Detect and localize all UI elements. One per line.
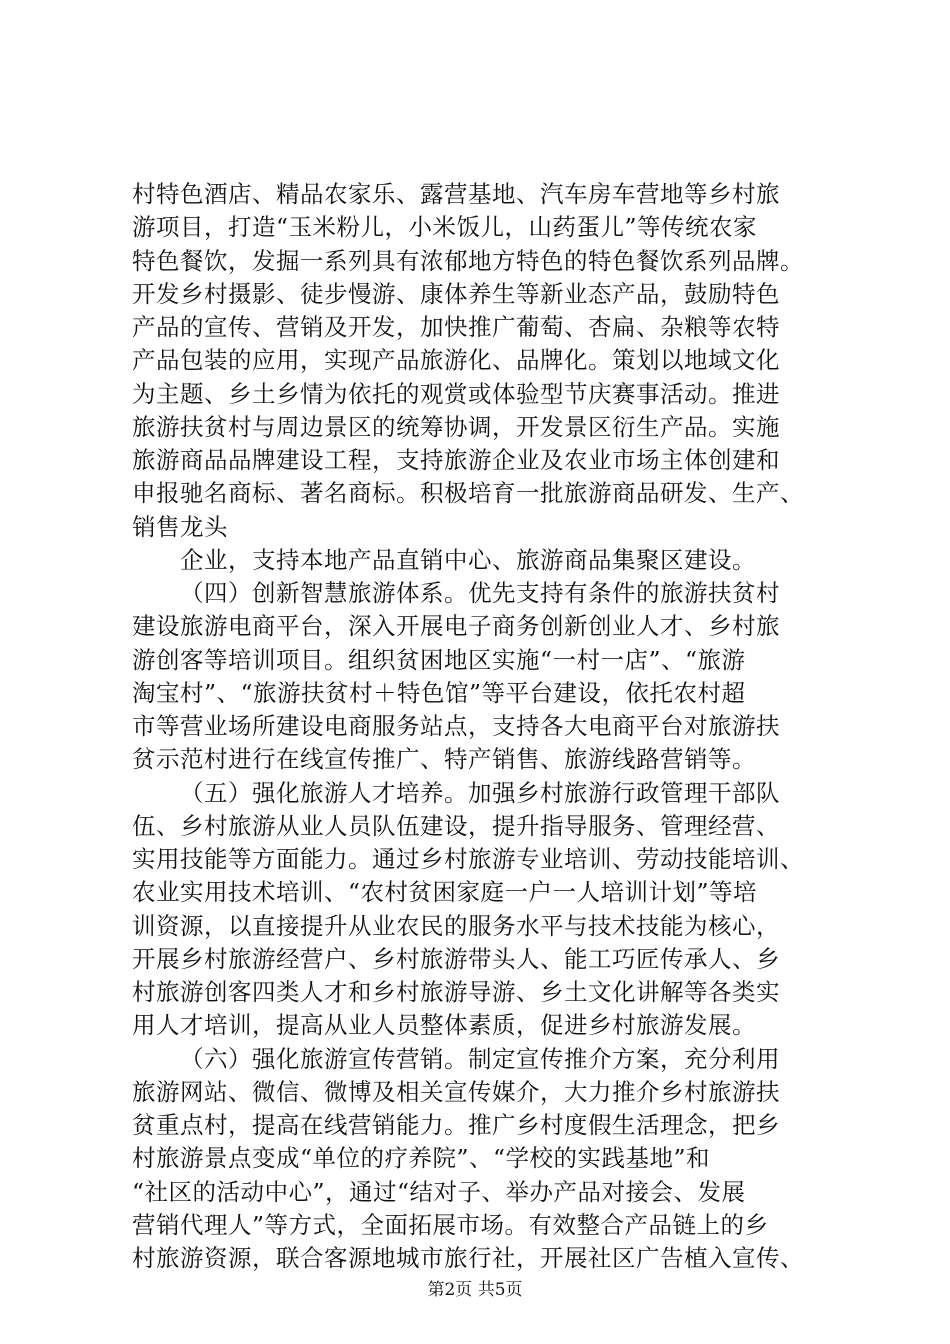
text-line: 旅游扶贫村与周边景区的统筹协调，开发景区衍生产品。实施 — [132, 413, 780, 441]
text-line: 用人才培训，提高从业人员整体素质，促进乡村旅游发展。 — [132, 1011, 756, 1039]
text-line: “社区的活动中心”，通过“结对子、举办产品对接会、发展 — [132, 1178, 746, 1206]
text-line: 游创客等培训项目。组织贫困地区实施“一村一店”、“旅游 — [132, 646, 746, 674]
text-line: 旅游网站、微信、微博及相关宣传媒介，大力推介乡村旅游扶 — [132, 1078, 780, 1106]
text-line: 产品的宣传、营销及开发，加快推广葡萄、杏扁、杂粮等农特 — [132, 313, 780, 341]
text-line: 申报驰名商标、著名商标。积极培育一批旅游商品研发、生产、 — [132, 479, 804, 507]
text-line: 训资源，以直接提升从业农民的服务水平与技术技能为核心， — [132, 912, 780, 940]
text-line: 企业，支持本地产品直销中心、旅游商品集聚区建设。 — [180, 546, 756, 574]
text-line: 淘宝村”、“旅游扶贫村＋特色馆”等平台建设，依托农村超 — [132, 679, 746, 707]
text-line: 伍、乡村旅游从业人员队伍建设，提升指导服务、管理经营、 — [132, 812, 780, 840]
text-line: 开展乡村旅游经营户、乡村旅游带头人、能工巧匠传承人、乡 — [132, 945, 780, 973]
text-line: 村特色酒店、精品农家乐、露营基地、汽车房车营地等乡村旅 — [132, 180, 780, 208]
text-line: 游项目，打造“玉米粉儿，小米饭儿，山药蛋儿”等传统农家 — [132, 213, 758, 241]
text-line: 村旅游景点变成“单位的疗养院”、“学校的实践基地”和 — [132, 1144, 711, 1172]
text-line: 贫重点村，提高在线营销能力。推广乡村度假生活理念，把乡 — [132, 1111, 780, 1139]
text-line: 建设旅游电商平台，深入开展电子商务创新创业人才、乡村旅 — [132, 612, 780, 640]
page-number-footer: 第2页 共5页 — [427, 1280, 523, 1300]
text-line: 旅游商品品牌建设工程，支持旅游企业及农业市场主体创建和 — [132, 446, 780, 474]
paragraph-heading-5: （五）强化旅游人才培养。加强乡村旅游行政管理干部队 — [180, 779, 780, 807]
text-line: 销售龙头 — [132, 513, 228, 541]
text-line: 营销代理人”等方式，全面拓展市场。有效整合产品链上的乡 — [132, 1211, 769, 1239]
text-line: 实用技能等方面能力。通过乡村旅游专业培训、劳动技能培训、 — [132, 845, 804, 873]
text-line: 产品包装的应用，实现产品旅游化、品牌化。策划以地域文化 — [132, 346, 780, 374]
text-line: 市等营业场所建设电商服务站点，支持各大电商平台对旅游扶 — [132, 712, 780, 740]
text-line: 农业实用技术培训、“农村贫困家庭一户一人培训计划”等培 — [132, 878, 758, 906]
text-line: 贫示范村进行在线宣传推广、特产销售、旅游线路营销等。 — [132, 745, 756, 773]
text-line: 特色餐饮，发掘一系列具有浓郁地方特色的特色餐饮系列品牌。 — [132, 247, 804, 275]
paragraph-heading-6: （六）强化旅游宣传营销。制定宣传推介方案，充分利用 — [180, 1045, 780, 1073]
text-line: 开发乡村摄影、徒步慢游、康体养生等新业态产品，鼓励特色 — [132, 280, 780, 308]
text-line: 村旅游创客四类人才和乡村旅游导游、乡土文化讲解等各类实 — [132, 978, 780, 1006]
text-line: 为主题、乡土乡情为依托的观赏或体验型节庆赛事活动。推进 — [132, 380, 780, 408]
paragraph-heading-4: （四）创新智慧旅游体系。优先支持有条件的旅游扶贫村 — [180, 579, 780, 607]
text-line: 村旅游资源，联合客源地城市旅行社，开展社区广告植入宣传、 — [132, 1244, 804, 1272]
